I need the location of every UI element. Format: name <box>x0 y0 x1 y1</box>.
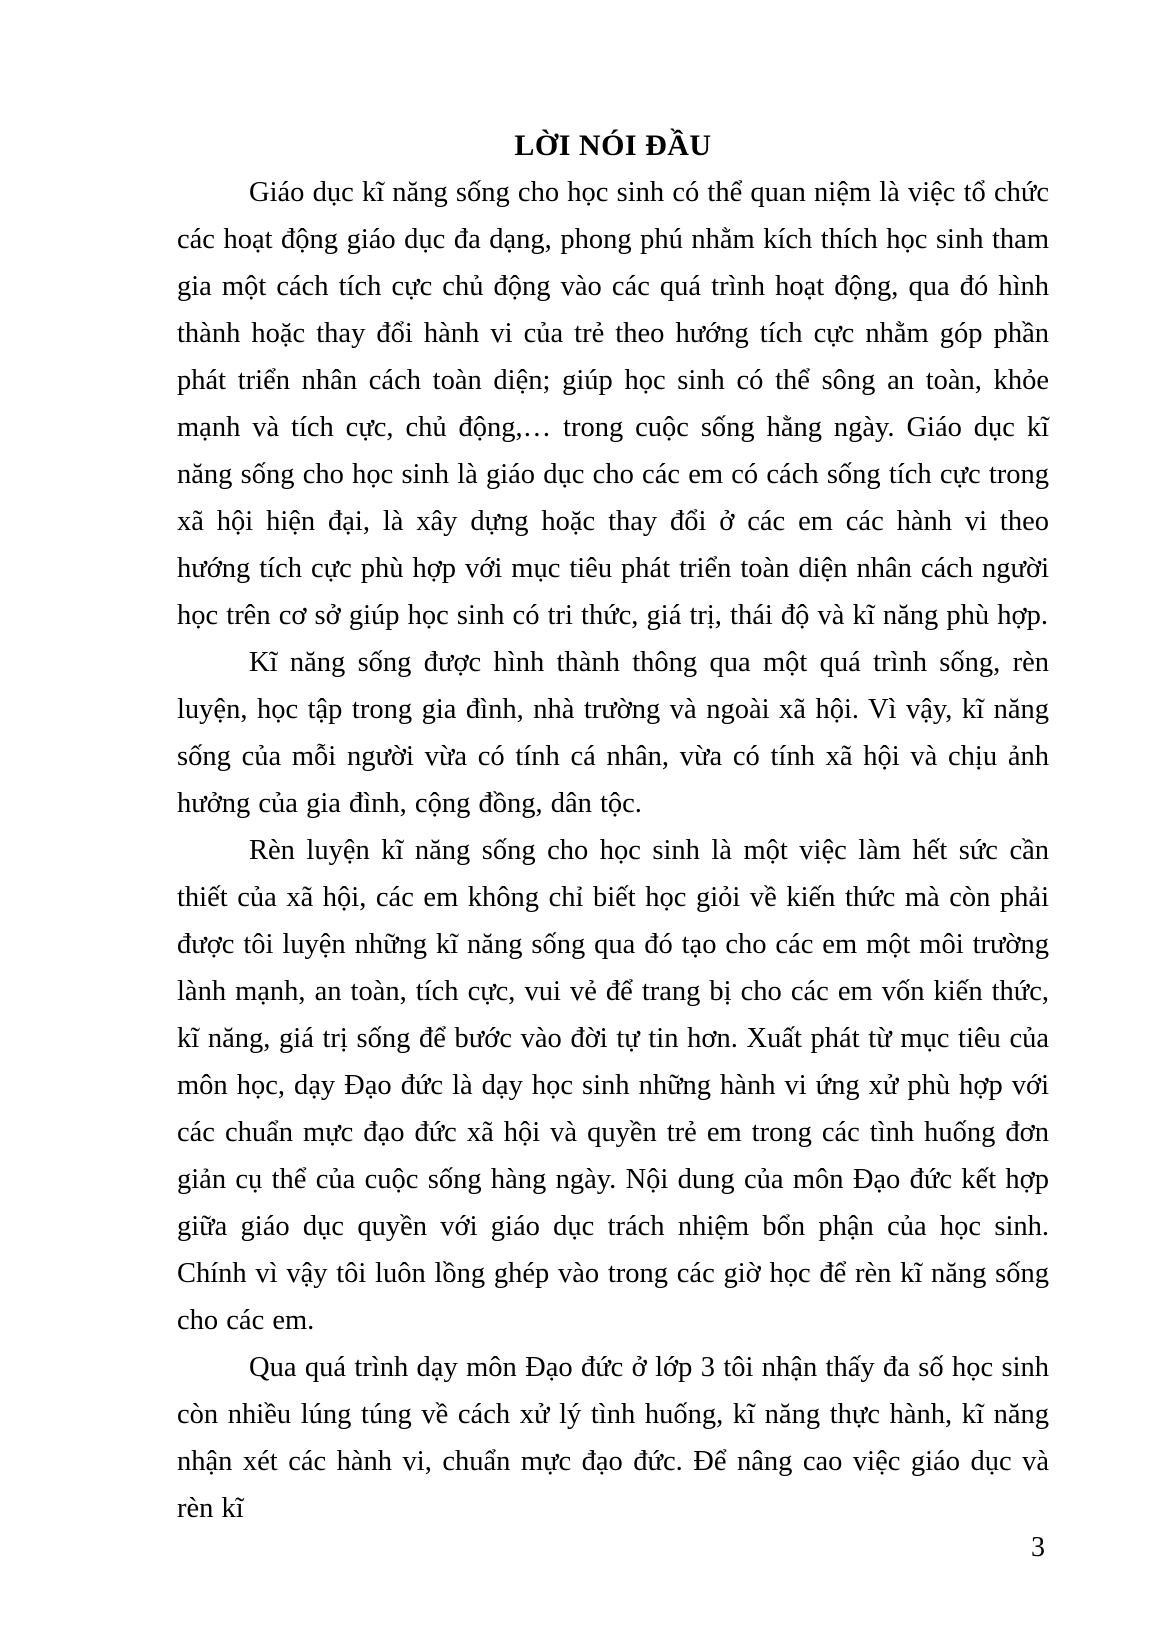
paragraph: Giáo dục kĩ năng sống cho học sinh có thể quan niệm là việc tổ chức các hoạt động giáo dục đa dạng, phong phú nhằm kích thích học sinh tham gia một cách tích cực chủ động vào các quá trình hoạt động, qua đó hình thành hoặc thay đổi hành vi của trẻ theo hướng tích cực nhằm góp phần phát triển nhân cách toàn diện; giúp học sinh có thể sông an toàn, khỏe mạnh và tích cực, chủ động,… trong cuộc sống hằng ngày. Giáo dục kĩ năng sống cho học sinh là giáo dục cho các em có cách sống tích cực trong xã hội hiện đại, là xây dựng hoặc thay đổi ở các em các hành vi theo hướng tích cực phù hợp với mục tiêu phát triển toàn diện nhân cách người học trên cơ sở giúp học sinh có tri thức, giá trị, thái độ và kĩ năng phù hợp. <box>177 177 1049 631</box>
paragraph: Kĩ năng sống được hình thành thông qua một quá trình sống, rèn luyện, học tập trong gia đình, nhà trường và ngoài xã hội. Vì vậy, kĩ năng sống của mỗi người vừa có tính cá nhân, vừa có tính xã hội và chịu ảnh hưởng của gia đình, cộng đồng, dân tộc. <box>177 647 1049 819</box>
paragraph: Rèn luyện kĩ năng sống cho học sinh là một việc làm hết sức cần thiết của xã hội, các em không chỉ biết học giỏi về kiến thức mà còn phải được tôi luyện những kĩ năng sống qua đó tạo cho các em một môi trường lành mạnh, an toàn, tích cực, vui vẻ để trang bị cho các em vốn kiến thức, kĩ năng, giá trị sống để bước vào đời tự tin hơn. Xuất phát từ mục tiêu của môn học, dạy Đạo đức là dạy học sinh những hành vi ứng xử phù hợp với các chuẩn mực đạo đức xã hội và quyền trẻ em trong các tình huống đơn giản cụ thể của cuộc sống hàng ngày. Nội dung của môn Đạo đức kết hợp giữa giáo dục quyền với giáo dục trách nhiệm bổn phận của học sinh. Chính vì vậy tôi luôn lồng ghép vào trong các giờ học để rèn kĩ năng sống cho các em. <box>177 835 1049 1336</box>
page-number: 3 <box>1031 1532 1045 1563</box>
paragraph: Qua quá trình dạy môn Đạo đức ở lớp 3 tôi nhận thấy đa số học sinh còn nhiều lúng túng về cách xử lý tình huống, kĩ năng thực hành, kĩ năng nhận xét các hành vi, chuẩn mực đạo đức. Để nâng cao việc giáo dục và rèn kĩ <box>177 1352 1049 1524</box>
page-title: LỜI NÓI ĐẦU <box>514 129 712 162</box>
text-block <box>177 122 1049 1532</box>
